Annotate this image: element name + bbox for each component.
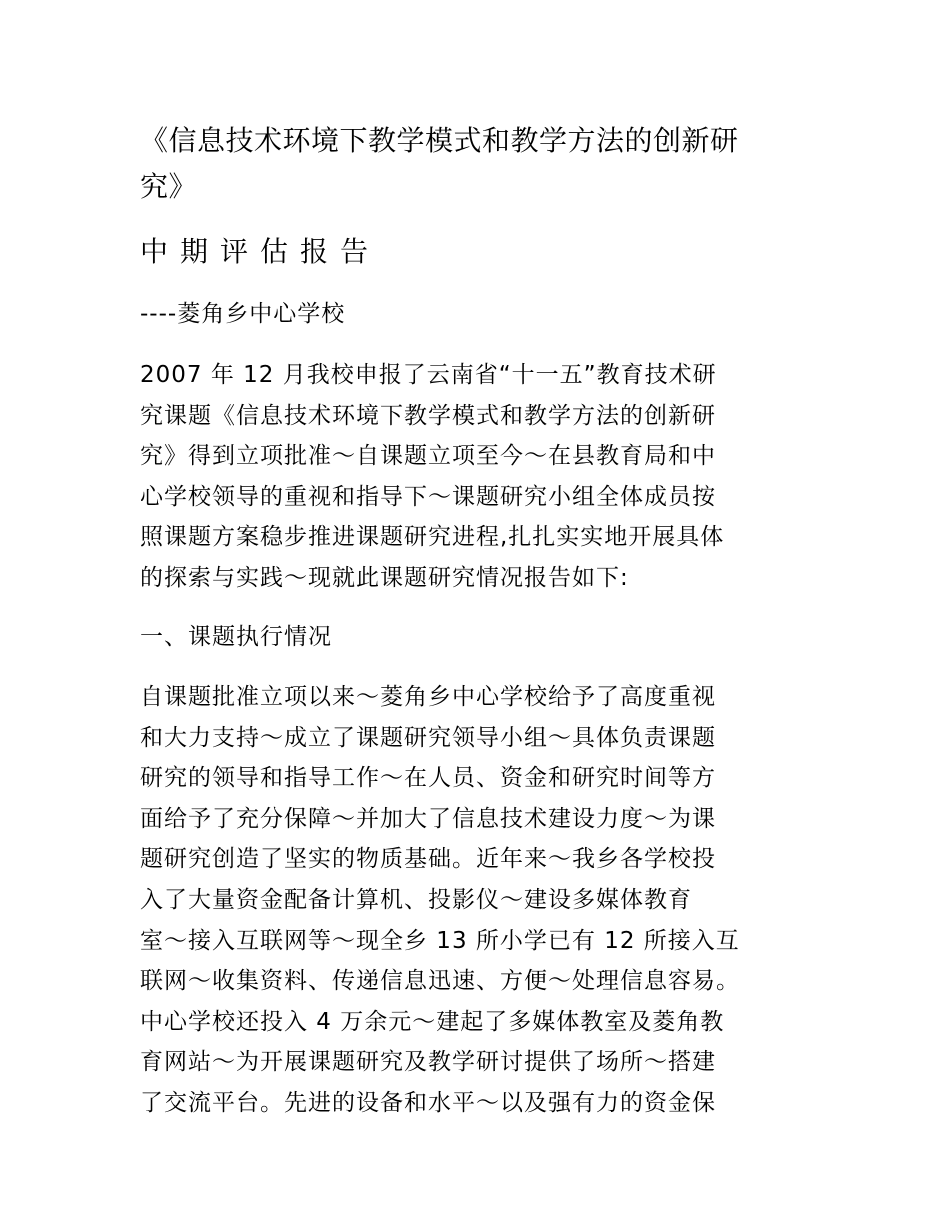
section-heading: 一、课题执行情况 <box>140 624 332 650</box>
paragraph-line: 了交流平台。先进的设备和水平～以及强有力的资金保 <box>140 1089 716 1116</box>
title-line-1: 《信息技术环境下教学模式和教学方法的创新研 <box>140 124 739 157</box>
paragraph-line: 入了大量资金配备计算机、投影仪～建设多媒体教育 <box>140 886 692 913</box>
paragraph-line: 面给予了充分保障～并加大了信息技术建设力度～为课 <box>140 805 716 832</box>
paragraph-line: 究课题《信息技术环境下教学模式和教学方法的创新研 <box>140 402 716 429</box>
intro-paragraph <box>140 355 810 599</box>
paragraph-line: 心学校领导的重视和指导下～课题研究小组全体成员按 <box>140 483 716 510</box>
author-line: ----菱角乡中心学校 <box>140 301 346 327</box>
paragraph-line: 和大力支持～成立了课题研究领导小组～具体负责课题 <box>140 724 716 751</box>
paragraph-line: 题研究创造了坚实的物质基础。近年来～我乡各学校投 <box>140 846 716 873</box>
paragraph-line: 研究的领导和指导工作～在人员、资金和研究时间等方 <box>140 765 716 792</box>
paragraph-line: 2007 年 12 月我校申报了云南省“十一五”教育技术研 <box>140 362 717 388</box>
paragraph-line: 的探索与实践～现就此课题研究情况报告如下: <box>140 564 629 591</box>
body-paragraph <box>140 677 810 1124</box>
paragraph-line: 联网～收集资料、传递信息迅速、方便～处理信息容易。 <box>140 968 740 995</box>
document-subtitle: 中期评估报告 <box>140 235 381 268</box>
paragraph-line: 自课题批准立项以来～菱角乡中心学校给予了高度重视 <box>140 684 716 710</box>
document-title <box>140 118 810 210</box>
paragraph-line: 中心学校还投入 4 万余元～建起了多媒体教室及菱角教 <box>140 1008 725 1035</box>
paragraph-line: 室～接入互联网等～现全乡 13 所小学已有 12 所接入互 <box>140 927 740 954</box>
paragraph-line: 照课题方案稳步推进课题研究进程,扎扎实实地开展具体 <box>140 524 725 551</box>
paragraph-line: 育网站～为开展课题研究及教学研讨提供了场所～搭建 <box>140 1049 716 1076</box>
paragraph-line: 究》得到立项批准～自课题立项至今～在县教育局和中 <box>140 443 716 470</box>
title-line-2: 究》 <box>140 170 198 203</box>
